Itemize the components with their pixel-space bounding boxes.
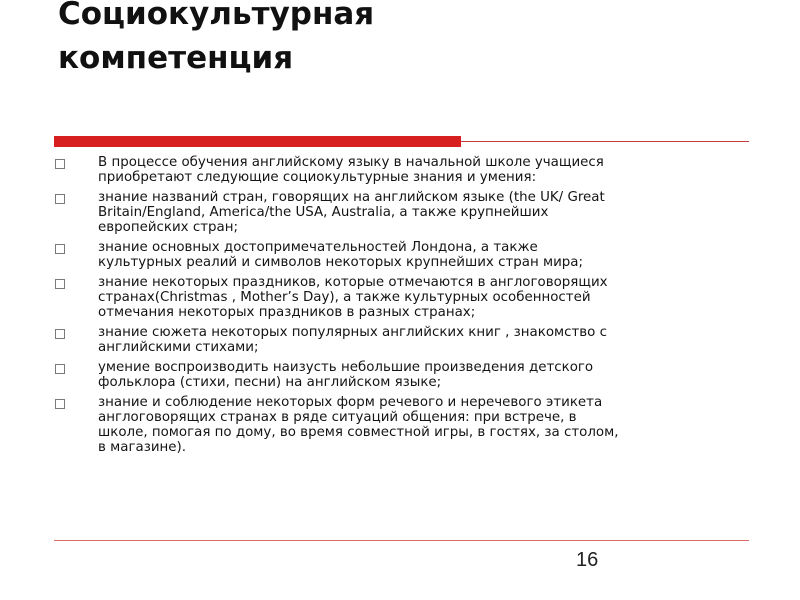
title-divider (54, 136, 749, 147)
bullet-item (54, 155, 754, 185)
slide-title (58, 0, 374, 80)
bullet-text-line: странах(Christmas , Mother’s Day), а также культурных особенностей (98, 290, 591, 305)
bullet-text-line: в магазине). (98, 440, 186, 455)
square-bullet-icon (55, 329, 65, 339)
bullet-text-line: европейских стран; (98, 220, 238, 235)
square-bullet-icon (55, 159, 65, 169)
square-bullet-icon (55, 399, 65, 409)
bullet-text-line: умение воспроизводить наизусть небольшие произведения детского (98, 360, 594, 375)
page-number: 16 (576, 549, 599, 571)
bullet-text-line: приобретают следующие социокультурные знания и умения: (98, 170, 537, 185)
bullet-text-line: английскими стихами; (98, 340, 259, 355)
bullet-item (54, 360, 754, 390)
bullet-item (54, 190, 754, 235)
square-bullet-icon (55, 194, 65, 204)
bullet-item (54, 325, 754, 355)
bullet-text-line: знание названий стран, говорящих на английском языке (the UK/ Great (98, 190, 605, 205)
square-bullet-icon (55, 279, 65, 289)
bullet-text-line: англоговорящих странах в ряде ситуаций общения: при встрече, в (98, 410, 577, 425)
bullet-text-line: В процессе обучения английскому языку в начальной школе учащиеся (98, 155, 604, 170)
bullet-item (54, 240, 754, 270)
bullet-text-line: отмечания некоторых праздников в разных странах; (98, 305, 476, 320)
footer-divider (54, 540, 749, 541)
slide-title-line-2: компетенция (58, 40, 294, 76)
square-bullet-icon (55, 244, 65, 254)
bullet-item (54, 275, 754, 320)
bullet-text-line: знание сюжета некоторых популярных английских книг , знакомство с (98, 325, 607, 340)
slide-title-line-1: Социокультурная (58, 0, 375, 32)
bullet-list (54, 155, 754, 460)
square-bullet-icon (55, 364, 65, 374)
bullet-text-line: фольклора (стихи, песни) на английском языке; (98, 375, 442, 390)
bullet-text-line: знание и соблюдение некоторых форм речевого и неречевого этикета (98, 395, 603, 410)
bullet-text-line: Britain/England, America/the USA, Australia, а также крупнейших (98, 205, 549, 220)
bullet-text-line: культурных реалий и символов некоторых крупнейших стран мира; (98, 255, 583, 270)
title-divider-accent-bar (54, 136, 461, 147)
bullet-text-line: школе, помогая по дому, во время совместной игры, в гостях, за столом, (98, 425, 619, 440)
bullet-item (54, 395, 754, 455)
bullet-text-line: знание некоторых праздников, которые отмечаются в англоговорящих (98, 275, 608, 290)
bullet-text-line: знание основных достопримечательностей Лондона, а также (98, 240, 538, 255)
